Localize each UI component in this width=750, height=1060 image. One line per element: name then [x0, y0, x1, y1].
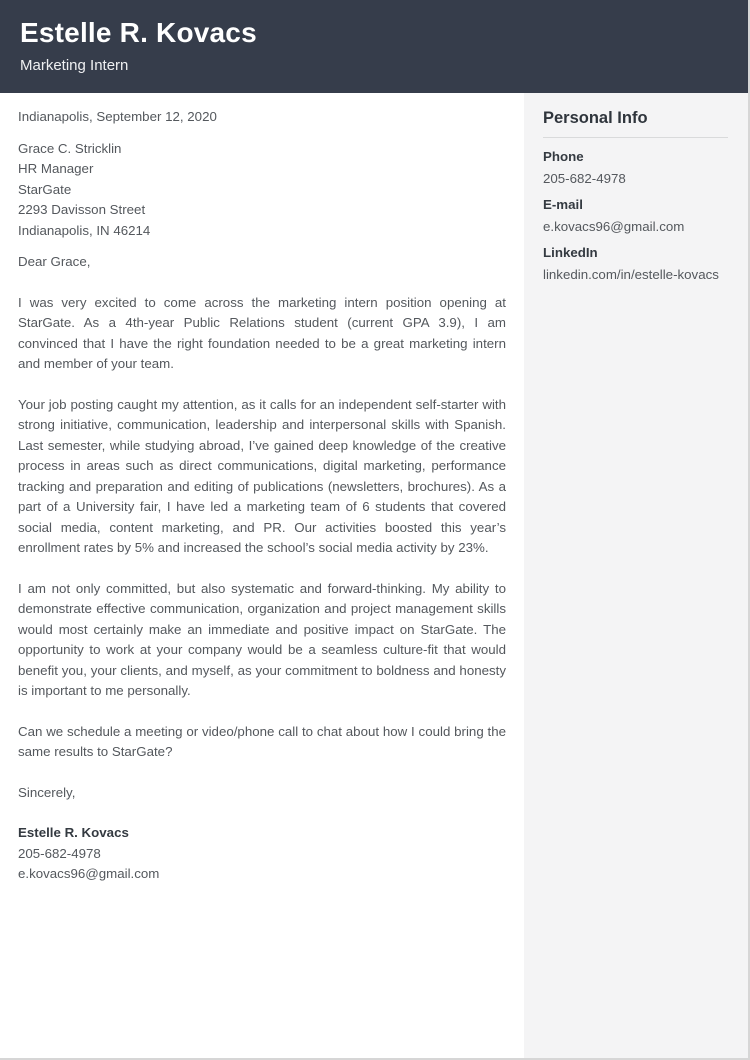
paragraph-call-to-action: Can we schedule a meeting or video/phone call to chat about how I could bring the same results to StarGate?	[18, 723, 506, 759]
signature-name: Estelle R. Kovacs	[18, 825, 129, 840]
paragraph-intro: I was very excited to come across the marketing intern position opening at StarGate. As a 4th-year Public Relations student (current GPA 3.9), I am convinced that I have the right foundation needed to be a great marketing intern and member of your team.	[18, 294, 506, 371]
signature-block	[18, 823, 506, 885]
recipient-name: Grace C. Stricklin	[18, 140, 122, 156]
email-label: E-mail	[543, 197, 583, 212]
contact-item-phone	[543, 149, 728, 186]
letter-body	[0, 93, 524, 1058]
paragraph-fit: I am not only committed, but also systematic and forward-thinking. My ability to demonstrate effective communication, organization and project management skills would most certainly make an immediate and positive impact on StarGate. The opportunity to work at your company would be a seamless culture-fit that would benefit you, your clients, and myself, as your commitment to boldness and honesty is important to me personally.	[18, 580, 506, 698]
sidebar	[524, 93, 748, 1058]
job-title-subtitle: Marketing Intern	[20, 57, 129, 74]
signature-email: e.kovacs96@gmail.com	[18, 866, 160, 881]
phone-value: 205-682-4978	[543, 171, 626, 186]
contact-item-linkedin	[543, 245, 728, 282]
email-value: e.kovacs96@gmail.com	[543, 219, 685, 234]
recipient-block	[18, 139, 506, 242]
date-line: Indianapolis, September 12, 2020	[18, 109, 217, 124]
phone-label: Phone	[543, 149, 584, 164]
paragraph-experience: Your job posting caught my attention, as it calls for an independent self-starter with strong initiative, communication, leadership and interpersonal skills with Spanish. Last semester, while studying abroad, I’ve gained deep knowledge of the creative process in areas such as direct communications, digital marketing, performance tracking and preparation and editing of publications (newsletters, brochures). As a part of a University fair, I have led a marketing team of 6 students that covered social media, content marketing, and PR. Our activities boosted this year’s enrollment rates by 5% and increased the school’s social media activity by 23%.	[18, 396, 506, 555]
linkedin-label: LinkedIn	[543, 245, 598, 260]
sidebar-title: Personal Info	[543, 109, 728, 138]
linkedin-value: linkedin.com/in/estelle-kovacs	[543, 267, 719, 282]
person-name: Estelle R. Kovacs	[20, 17, 257, 48]
recipient-company: StarGate	[18, 181, 72, 197]
header	[0, 0, 748, 93]
contact-item-email	[543, 197, 728, 234]
recipient-role: HR Manager	[18, 161, 94, 176]
recipient-street: 2293 Davisson Street	[18, 202, 146, 217]
signature-phone: 205-682-4978	[18, 845, 101, 861]
closing: Sincerely,	[18, 784, 76, 800]
recipient-city: Indianapolis, IN 46214	[18, 222, 151, 238]
salutation: Dear Grace,	[18, 254, 91, 269]
content-area	[0, 93, 748, 1058]
